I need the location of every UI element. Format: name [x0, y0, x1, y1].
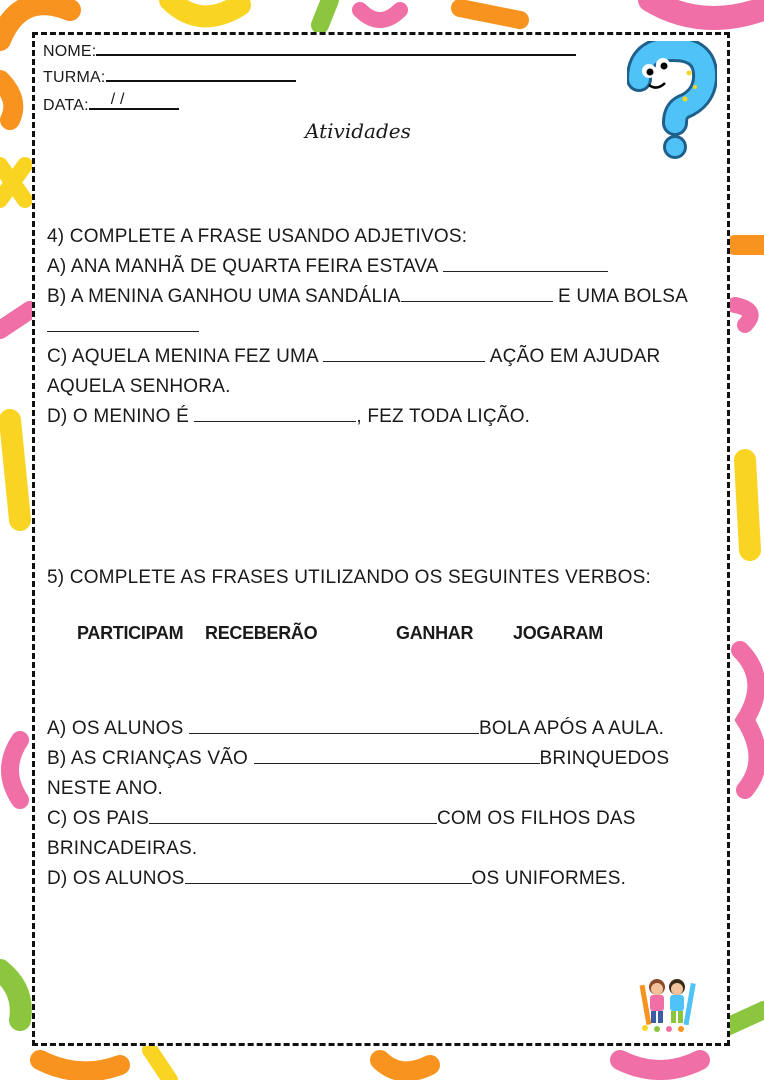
class-row [43, 65, 296, 90]
yellow-shape-left [0, 165, 25, 200]
date-slashes: / / [110, 91, 125, 108]
q4-c-text: C) AQUELA MENINA FEZ UMA [47, 346, 318, 367]
verb-1: PARTICIPAM [77, 623, 184, 643]
q4-b-blank-2[interactable] [47, 313, 199, 332]
q4-c-text-2: AÇÃO EM AJUDAR [489, 346, 661, 367]
q5-item-a [47, 714, 664, 744]
verb-2: RECEBERÃO [205, 623, 318, 643]
q5-d-text-2: OS UNIFORMES. [471, 868, 627, 889]
q4-a-text: A) ANA MANHÃ DE QUARTA FEIRA ESTAVA [47, 256, 438, 277]
pink-shape-top-right [650, 0, 760, 18]
q5-c-blank[interactable] [149, 805, 437, 824]
q4-b-text: B) A MENINA GANHOU UMA SANDÁLIA [47, 286, 401, 307]
q5-a-blank[interactable] [189, 715, 479, 734]
q5-a-text-2: BOLA APÓS A AULA. [478, 718, 665, 739]
yellow-shape-top [170, 0, 240, 16]
verb-3: GANHAR [396, 623, 474, 643]
date-blank[interactable] [89, 91, 179, 110]
pink-shape-right-low [740, 650, 758, 790]
q5-b-text-2: BRINQUEDOS [539, 748, 670, 769]
yellow-shape-right [745, 460, 750, 550]
green-shape-left-bottom [0, 970, 21, 1020]
pink-shape-left [0, 310, 30, 330]
date-label: DATA: [43, 97, 89, 114]
q4-d-blank[interactable] [194, 403, 356, 422]
q5-item-d [47, 864, 626, 894]
q5-c-text-3: BRINCADEIRAS. [47, 838, 198, 859]
orange-shape-top-mid [460, 8, 520, 20]
q4-b-blank-1[interactable] [401, 283, 553, 302]
pink-shape-top [360, 10, 400, 20]
q4-item-d [47, 402, 530, 432]
verb-4: JOGARAM [513, 623, 603, 643]
q5-b-text: B) AS CRIANÇAS VÃO [47, 748, 249, 769]
q4-b-text-2: E UMA BOLSA [558, 286, 689, 307]
q5-item-c [47, 804, 636, 834]
q4-a-blank[interactable] [443, 253, 608, 272]
q4-item-b-cont [47, 312, 199, 342]
pink-shape-left-low [10, 740, 20, 800]
page-title: Atividades [305, 119, 411, 143]
orange-shape-left [0, 80, 13, 120]
q4-c-text-3: AQUELA SENHORA. [47, 376, 231, 397]
name-row [43, 39, 576, 64]
q4-c-blank[interactable] [323, 343, 485, 362]
pink-shape-right [735, 305, 751, 325]
question-mark-icon [627, 41, 717, 161]
q5-d-blank[interactable] [185, 865, 472, 884]
q5-c-text-2: COM OS FILHOS DAS [436, 808, 636, 829]
q4-item-a [47, 252, 608, 282]
class-blank[interactable] [106, 65, 296, 82]
q4-heading: 4) COMPLETE A FRASE USANDO ADJETIVOS: [47, 226, 468, 247]
yellow-shape-bottom [150, 1050, 170, 1080]
q5-c-text: C) OS PAIS [47, 808, 149, 829]
pink-shape-bottom-right [620, 1060, 700, 1070]
name-blank[interactable] [96, 39, 576, 56]
q5-heading: 5) COMPLETE AS FRASES UTILIZANDO OS SEGUINTES VERBOS: [47, 567, 651, 588]
q5-b-blank[interactable] [254, 745, 540, 764]
green-shape-top [320, 0, 330, 25]
class-label: TURMA: [43, 69, 106, 86]
q4-d-text-2: , FEZ TODA LIÇÃO. [356, 406, 531, 427]
date-row [43, 91, 179, 118]
q4-d-text: D) O MENINO É [47, 406, 189, 427]
q5-item-b [47, 744, 669, 774]
name-label: NOME: [43, 43, 97, 60]
q5-b-text-3: NESTE ANO. [47, 778, 164, 799]
orange-shape-bottom-mid [380, 1060, 430, 1071]
worksheet [32, 32, 730, 1046]
kids-with-pencils-icon [637, 975, 699, 1033]
q5-d-text: D) OS ALUNOS [47, 868, 185, 889]
orange-shape-bottom [40, 1060, 120, 1071]
yellow-shape-left-mid [10, 420, 20, 520]
q4-item-b [47, 282, 688, 312]
q4-item-c [47, 342, 660, 372]
q5-a-text: A) OS ALUNOS [47, 718, 184, 739]
